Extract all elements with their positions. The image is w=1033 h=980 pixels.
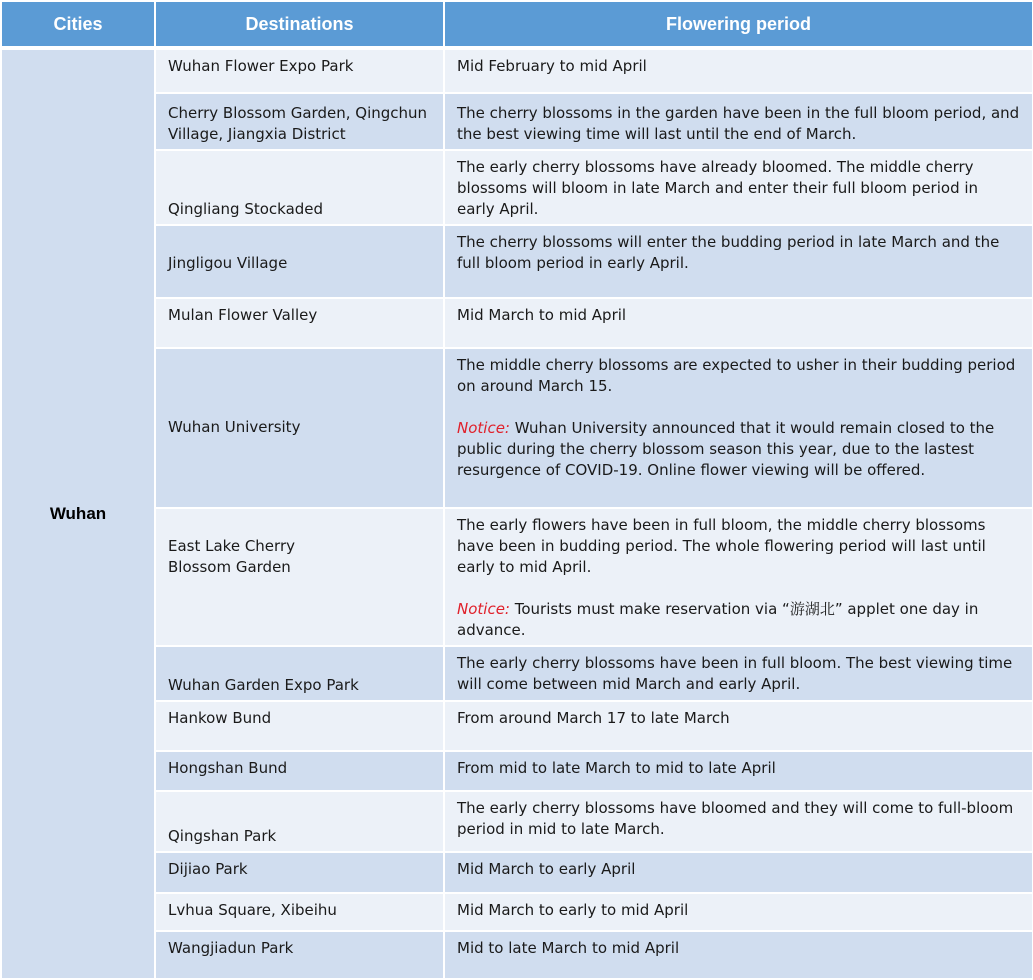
destination-cell: Jingligou Village xyxy=(156,226,445,299)
period-cell: Mid March to early to mid April xyxy=(445,894,1032,932)
period-cell: The early cherry blossoms have been in full bloom. The best viewing time will come between mid March and early April. xyxy=(445,647,1032,702)
table-row xyxy=(2,752,1032,792)
header-row xyxy=(2,2,1032,50)
table-row xyxy=(2,932,1032,980)
period-cell: Mid February to mid April xyxy=(445,50,1032,94)
destination-cell: Hankow Bund xyxy=(156,702,445,752)
period-cell xyxy=(445,349,1032,509)
destination-cell: Hongshan Bund xyxy=(156,752,445,792)
table-row xyxy=(2,299,1032,349)
header-destinations: Destinations xyxy=(156,2,445,50)
notice-label: Notice: xyxy=(457,600,510,618)
period-cell: From mid to late March to mid to late April xyxy=(445,752,1032,792)
period-cell: Mid March to mid April xyxy=(445,299,1032,349)
notice-text: Wuhan University announced that it would remain closed to the public during the cherry blossom season this year, due to the lastest resurgence of COVID-19. Online flower viewing will be offered. xyxy=(457,419,995,479)
table-row xyxy=(2,50,1032,94)
table-row xyxy=(2,349,1032,509)
destination-text: East Lake Cherry Blossom Garden xyxy=(168,537,295,576)
notice-label: Notice: xyxy=(457,419,510,437)
destination-cell: Wuhan University xyxy=(156,349,445,509)
table-row xyxy=(2,94,1032,151)
destination-cell: Lvhua Square, Xibeihu xyxy=(156,894,445,932)
destination-cell: Wuhan Garden Expo Park xyxy=(156,647,445,702)
city-cell: Wuhan xyxy=(2,50,156,980)
notice-text: Tourists must make reservation via “游湖北” applet one day in advance. xyxy=(457,600,979,639)
period-cell: Mid March to early April xyxy=(445,853,1032,894)
paragraph-gap xyxy=(457,397,1020,418)
period-cell: From around March 17 to late March xyxy=(445,702,1032,752)
destination-cell: Mulan Flower Valley xyxy=(156,299,445,349)
period-cell: Mid to late March to mid April xyxy=(445,932,1032,980)
destination-cell xyxy=(156,509,445,647)
table-row xyxy=(2,647,1032,702)
destination-cell: Qingshan Park xyxy=(156,792,445,853)
table-row xyxy=(2,702,1032,752)
table-row xyxy=(2,509,1032,647)
destination-cell: Dijiao Park xyxy=(156,853,445,894)
header-flowering-period: Flowering period xyxy=(445,2,1032,50)
period-text: The middle cherry blossoms are expected to usher in their budding period on around March 15. xyxy=(457,356,1016,395)
period-cell: The early cherry blossoms have already bloomed. The middle cherry blossoms will bloom in late March and enter their full bloom period in early April. xyxy=(445,151,1032,226)
header-cities: Cities xyxy=(2,2,156,50)
period-cell xyxy=(445,509,1032,647)
destination-cell: Qingliang Stockaded xyxy=(156,151,445,226)
table-row xyxy=(2,792,1032,853)
table-row xyxy=(2,894,1032,932)
table-row xyxy=(2,226,1032,299)
destination-cell: Cherry Blossom Garden, Qingchun Village, Jiangxia District xyxy=(156,94,445,151)
period-cell: The cherry blossoms will enter the budding period in late March and the full bloom period in early April. xyxy=(445,226,1032,299)
paragraph-gap xyxy=(457,578,1020,599)
destination-cell: Wuhan Flower Expo Park xyxy=(156,50,445,94)
table-row xyxy=(2,151,1032,226)
table-row xyxy=(2,853,1032,894)
flowering-table xyxy=(2,2,1032,980)
period-text: The early flowers have been in full bloom, the middle cherry blossoms have been in budding period. The whole flowering period will last until early to mid April. xyxy=(457,516,986,576)
destination-cell: Wangjiadun Park xyxy=(156,932,445,980)
period-cell: The early cherry blossoms have bloomed and they will come to full-bloom period in mid to late March. xyxy=(445,792,1032,853)
period-cell: The cherry blossoms in the garden have been in the full bloom period, and the best viewing time will last until the end of March. xyxy=(445,94,1032,151)
